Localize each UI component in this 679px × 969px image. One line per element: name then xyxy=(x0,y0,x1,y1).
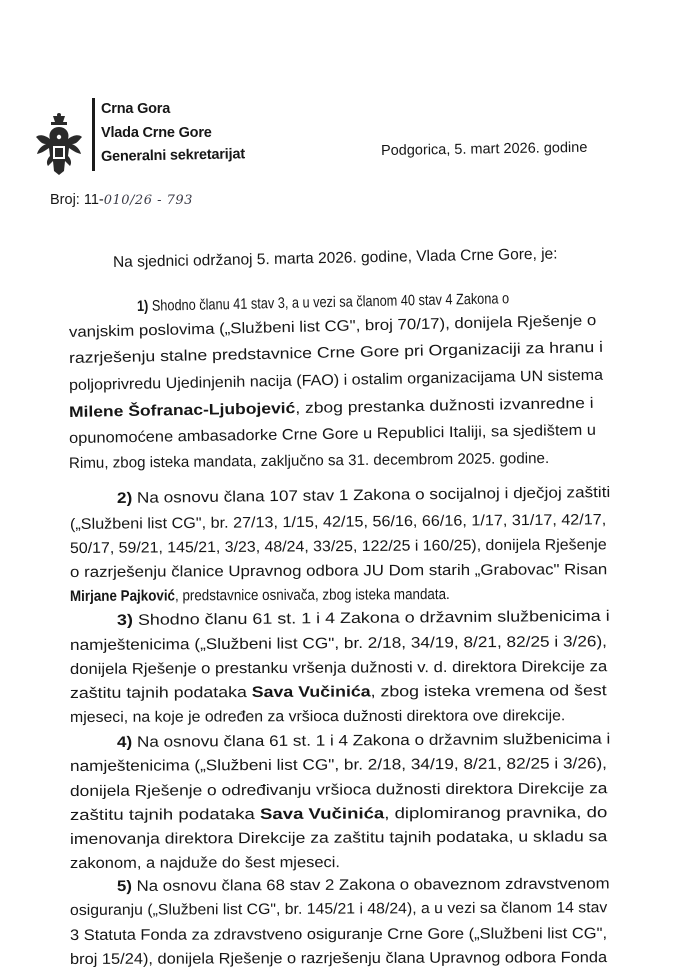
decision-text: Milene Šofranac-Ljubojević, zbog prestanka dužnosti izvanredne i xyxy=(68,394,594,421)
decision-1-line xyxy=(69,450,549,473)
decision-text: zaštitu tajnih podataka Sava Vučinića, diplomiranog pravnika, do xyxy=(69,804,608,824)
decision-4-first-line xyxy=(117,731,610,752)
decision-4-line xyxy=(70,780,608,801)
decision-text: imenovanja direktora Direkcije za zaštitu tajnih podataka, u skladu sa xyxy=(69,828,608,848)
place-and-date: Podgorica, 5. mart 2026. godine xyxy=(380,139,588,159)
decision-text: osiguranju („Službeni list CG", br. 145/21 i 48/24), a u vezi sa članom 14 stav xyxy=(69,899,608,919)
decision-text: namještenicima („Službeni list CG", br. 2/18, 34/19, 8/21, 82/25 i 3/26), xyxy=(69,755,607,775)
decision-text: opunomoćene ambasadorke Crne Gore u Republici Italiji, sa sjedištem u xyxy=(68,421,597,447)
decision-3-line xyxy=(70,633,607,655)
decision-text: Rimu, zbog isteka mandata, zaključno sa 31. decembrom 2025. godine. xyxy=(68,449,550,472)
decision-5-line xyxy=(70,949,607,969)
decision-number: 2) xyxy=(116,489,138,507)
decision-text: Shodno članu 61 st. 1 i 4 Zakona o državnim službenicima i xyxy=(137,607,610,629)
decision-1-line xyxy=(69,312,597,342)
secretariat-name: Generalni sekretarijat xyxy=(100,146,246,165)
decision-text: Na osnovu člana 61 st. 1 i 4 Zakona o državnim službenicima i xyxy=(136,730,611,751)
decision-number: 3) xyxy=(116,611,138,629)
person-name: Milene Šofranac-Ljubojević xyxy=(68,400,296,421)
decision-number: 5) xyxy=(116,877,137,895)
decision-4-line xyxy=(70,755,607,776)
decision-text: namještenicima („Službeni list CG", br. 2/18, 34/19, 8/21, 82/25 i 3/26), xyxy=(69,633,607,654)
decision-text: donijela Rješenje o prestanku vršenja dužnosti v. d. direktora Direkcije za xyxy=(69,658,608,678)
decision-3-first-line xyxy=(117,608,610,630)
decision-text: poljoprivredu Ujedinjenih nacija (FAO) i ostalim organizacijama UN sistema xyxy=(68,366,604,394)
decision-5-line xyxy=(70,899,607,920)
decision-text: zakonom, a najduže do šest mjeseci. xyxy=(69,854,340,872)
decision-text: zaštitu tajnih podataka Sava Vučinića, zbog isteka vremena od šest xyxy=(69,682,607,702)
decision-text: broj 15/24), donijela Rješenje o razrješenju člana Upravnog odbora Fonda xyxy=(69,949,608,968)
country-name: Crna Gora xyxy=(101,101,171,117)
decision-5-first-line xyxy=(117,875,610,896)
decision-number: 4) xyxy=(116,733,138,751)
decision-text: vanjskim poslovima („Službeni list CG", broj 70/17), donijela Rješenje o xyxy=(68,312,597,341)
decision-text: o razrješenju članice Upravnog odbora JU Dom starih „Grabovac" Risan xyxy=(69,561,608,581)
decision-text: razrješenju stalne predstavnice Crne Gore pri Organizaciji za hranu i xyxy=(68,338,604,367)
decision-2-line xyxy=(70,586,450,606)
decision-4-line xyxy=(70,828,607,849)
decision-2-first-line xyxy=(117,484,610,508)
decision-5-line xyxy=(70,925,607,945)
person-name: Sava Vučinića xyxy=(251,683,371,702)
decision-1-line xyxy=(69,367,603,395)
decision-2-line xyxy=(70,536,607,558)
decision-3-line xyxy=(70,658,607,679)
header-divider xyxy=(92,98,95,171)
intro-paragraph: Na sjednici održanoj 5. marta 2026. godine, Vlada Crne Gore, je: xyxy=(112,245,558,271)
decision-text: mjeseci, na koje je određen za vršioca dužnosti direktora ove direkcije. xyxy=(69,707,566,726)
decision-text: 3 Statuta Fonda za zdravstveno osiguranje Crne Gore („Službeni list CG", xyxy=(69,925,608,944)
reference-label: Broj: 11- xyxy=(50,192,104,208)
decision-text: („Službeni list CG", br. 27/13, 1/15, 42/15, 56/16, 66/16, 1/17, 31/17, 42/17, xyxy=(69,511,607,533)
decision-4-line xyxy=(70,804,607,825)
decision-2-line xyxy=(70,561,607,582)
person-name: Mirjane Pajković xyxy=(69,587,176,605)
decision-number: 1) xyxy=(136,297,153,315)
decision-1-first-line xyxy=(137,290,509,316)
decision-3-line xyxy=(70,707,565,727)
decision-text: 50/17, 59/21, 145/21, 3/23, 48/24, 33/25, 122/25 i 160/25), donijela Rješenje xyxy=(69,536,607,557)
decision-text: Na osnovu člana 68 stav 2 Zakona o obaveznom zdravstvenom xyxy=(136,875,610,895)
decision-text: Na osnovu člana 107 stav 1 Zakona o socijalnoj i dječjoj zaštiti xyxy=(136,483,611,507)
person-name: Sava Vučinića xyxy=(259,805,385,824)
decision-1-line xyxy=(69,422,596,448)
decision-1-line xyxy=(69,339,603,368)
decision-2-line xyxy=(70,511,606,534)
decision-text: Shodno članu 41 stav 3, a u vezi sa članom 40 stav 4 Zakona o xyxy=(151,290,510,315)
government-name: Vlada Crne Gore xyxy=(101,125,212,141)
decision-text: donijela Rješenje o određivanju vršioca dužnosti direktora Direkcije za xyxy=(69,780,608,800)
coat-of-arms-icon xyxy=(33,113,85,179)
decision-4-line xyxy=(70,854,340,873)
decision-text: Mirjane Pajković, predstavnice osnivača, zbog isteka mandata. xyxy=(69,586,450,605)
decision-1-line xyxy=(69,395,594,422)
handwritten-number: 010/26 - 793 xyxy=(103,193,193,208)
reference-number xyxy=(50,192,193,208)
decision-3-line xyxy=(70,682,607,703)
